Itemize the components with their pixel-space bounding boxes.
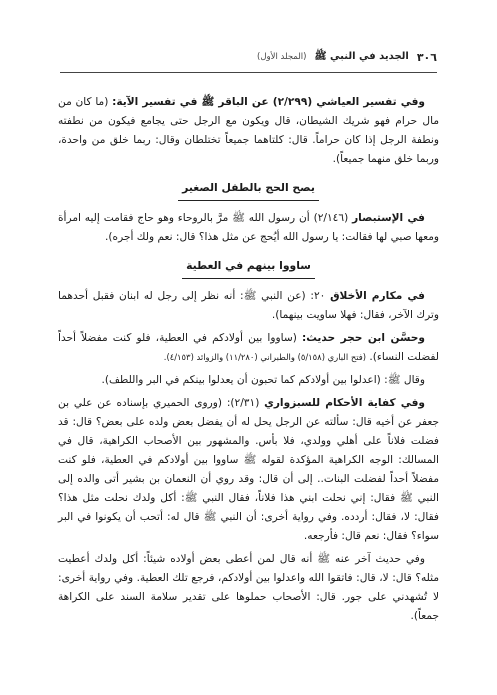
paragraph-makarim [58,287,439,325]
source-lead: في الإستبصار [352,212,425,224]
paragraph-text: ٢٠: (عن النبي ﷺ: أنه نظر إلى رجل له ابنان فقبل أحدهما وترك الآخر، فقال: فهلا ساويت بينهما). [58,290,439,321]
page-body [58,93,439,630]
paragraph-text: (ما كان من مال حرام فهو شريك الشيطان، قال ويكون مع الرجل حتى يجامع فيكون من نطفته ونطفة الرجل إذا كان حراماً. قال: كلتاهما جميعاً تختلطان وقال: ربما خلق من واحدة، وربما خلق منهما جميعاً). [58,96,439,165]
paragraph-other-hadith [58,550,439,626]
paragraph-kifaya [58,394,439,546]
paragraph-text: (٢/٣١): (وروى الحميري بإسناده عن علي بن جعفر عن أخيه قال: سألته عن الرجل يحل له أن يفضل بعض ولده على بعض؟ قال: قد فضلت فلاناً على أهلي وولدي، فلا بأس. والمشهور بين الأصحاب الكراهية، قال في المسالك: الوجه الكراهية المؤكدة لقوله ﷺ ساووا بين أولادكم في العطية، فلو كنت مفضلاً أحداً لفضلت البنات.. إلى أن قال: وقد روي أن النعمان بن بشير أتى والده إلى النبي ﷺ فقال: إني نحلت ابني هذا فلاناً، فقال النبي ﷺ: أكل ولدك نحلت مثل هذا؟ فقال: لا، فقال: أردده. وفي رواية أخرى: أن النبي ﷺ قال له: أتحب أن يكونوا في البر سواء؟ فقال: نعم قال: فأرجعه. [58,397,439,542]
book-title: الجديد في النبي ﷺ [314,51,409,62]
paragraph-text: (ساووا بين أولادكم في العطية، فلو كنت مفضلاً أحداً لفضلت النساء). [58,332,439,363]
section-title: يصح الحج بالطفل الصغير [178,178,319,201]
volume-label: (المجلد الأول) [257,52,307,62]
source-lead: في مكارم الأخلاق [330,290,425,302]
source-lead: وفي تفسير العياشي (٢/٢٩٩) عن الباقر ﷺ في تفسير الآية: [112,96,425,108]
paragraph-ayyashi [58,93,439,169]
section-heading-equality [58,256,439,279]
reference-note: (فتح الباري (٥/١٥٨) والطبراني (١١/٢٨٠) والزوائد (٤/١٥٣). [163,352,367,362]
source-lead: وفي كفاية الأحكام للسبزواري [264,397,425,409]
source-lead: وحسَّن ابن حجر حديث: [301,332,425,344]
paragraph-istibsar [58,209,439,247]
page-number: ٣٠٦ [416,50,437,64]
paragraph-text: وقال ﷺ: (اعدلوا بين أولادكم كما تحبون أن يعدلوا بينكم في البر واللطف). [101,374,425,386]
section-title: ساووا بينهم في العطية [182,256,315,279]
paragraph-text: وفي حديث آخر عنه ﷺ أنه قال لمن أعطى بعض أولاده شيئاً: أكل ولدك أعطيت مثله؟ قال: لا، قال: فاتقوا الله واعدلوا بين أولادكم، فرجع تلك العطية. وفي رواية أخرى: لا تُشهدني على جور. قال: الأصحاب حملوها على تقدير سلامة السند على الكراهة جمعاً). [58,553,439,622]
section-heading-hajj [58,178,439,201]
paragraph-ibn-hajar [58,329,439,367]
paragraph-text: (٢/١٤٦) أن رسول الله ﷺ مرَّ بالروحاء وهو حاج فقامت إليه امرأة ومعها صبي لها فقالت: يا رسول الله أيُحج عن مثل هذا؟ قال: نعم ولك أجره). [58,212,439,243]
paragraph-hadith [58,371,439,390]
header-rule [60,72,437,73]
running-header [60,50,437,64]
